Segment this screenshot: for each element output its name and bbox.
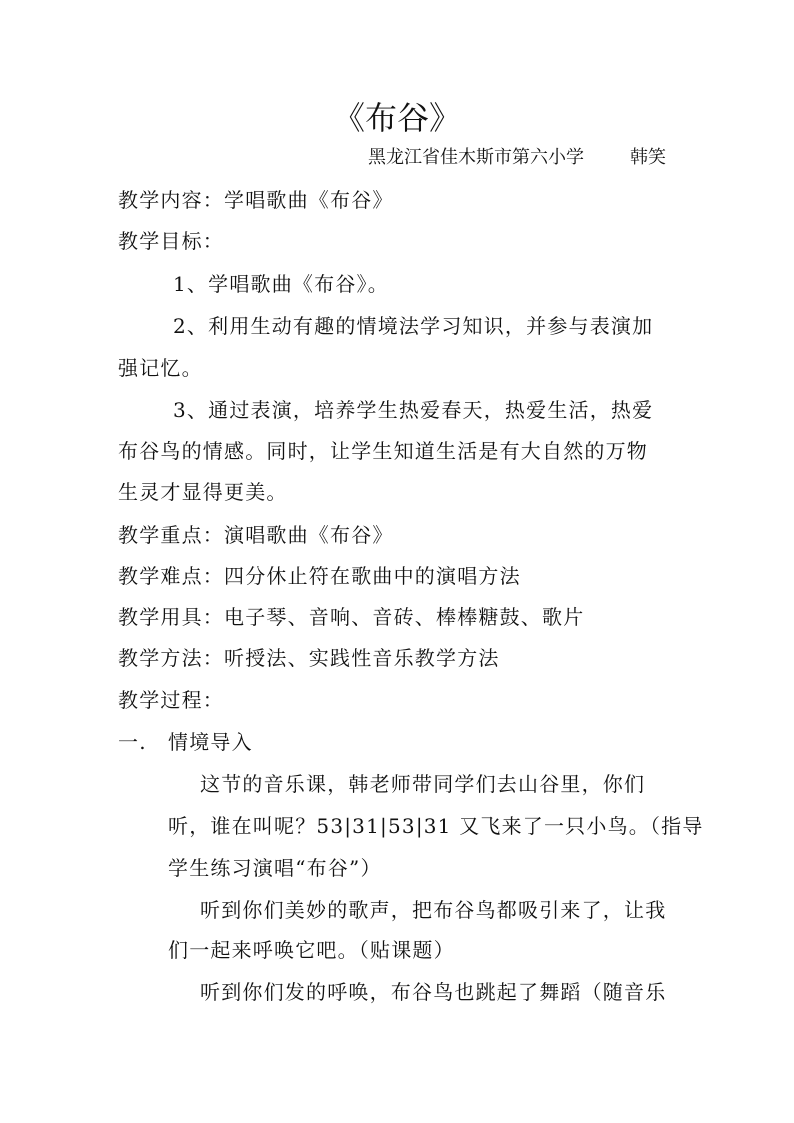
goal-3: 3、通过表演，培养学生热爱春天，热爱生活，热爱: [173, 398, 654, 422]
goal-1: 1、学唱歌曲《布谷》。: [173, 272, 389, 296]
teaching-tools: 教学用具：电子琴、音响、音砖、棒棒糖鼓、歌片: [118, 605, 585, 629]
teaching-process-heading: 教学过程：: [118, 688, 224, 712]
teaching-method: 教学方法：听授法、实践性音乐教学方法: [118, 646, 500, 670]
paragraph-line: 这节的音乐课，韩老师带同学们去山谷里，你们: [200, 772, 646, 796]
goal-3-cont: 布谷鸟的情感。同时，让学生知道生活是有大自然的万物: [118, 439, 648, 463]
paragraph-line: 们一起来呼唤它吧。（贴课题）: [168, 938, 455, 962]
document-title: 《布谷》: [332, 99, 461, 137]
section-title: 情境导入: [168, 730, 253, 754]
paragraph-line: 听，谁在叫呢？53|31|53|31 又飞来了一只小鸟。（指导: [168, 814, 704, 838]
goal-3-cont2: 生灵才显得更美。: [118, 480, 288, 504]
school-name: 黑龙江省佳木斯市第六小学: [368, 147, 584, 168]
goal-2-cont: 强记忆。: [118, 356, 203, 380]
teaching-difficulty: 教学难点：四分休止符在歌曲中的演唱方法: [118, 564, 521, 588]
section-number: 一.: [118, 730, 147, 754]
paragraph-line: 听到你们发的呼唤，布谷鸟也跳起了舞蹈（随音乐: [200, 980, 667, 1004]
author-line: [368, 146, 666, 170]
teaching-goals-heading: 教学目标：: [118, 229, 224, 253]
teaching-focus: 教学重点：演唱歌曲《布谷》: [118, 523, 394, 547]
teaching-content: 教学内容：学唱歌曲《布谷》: [118, 188, 394, 212]
author-name: 韩笑: [630, 147, 666, 168]
paragraph-line: 听到你们美妙的歌声，把布谷鸟都吸引来了，让我: [200, 898, 667, 922]
goal-2: 2、利用生动有趣的情境法学习知识，并参与表演加: [173, 314, 654, 338]
paragraph-line: 学生练习演唱“布谷”）: [168, 856, 382, 880]
